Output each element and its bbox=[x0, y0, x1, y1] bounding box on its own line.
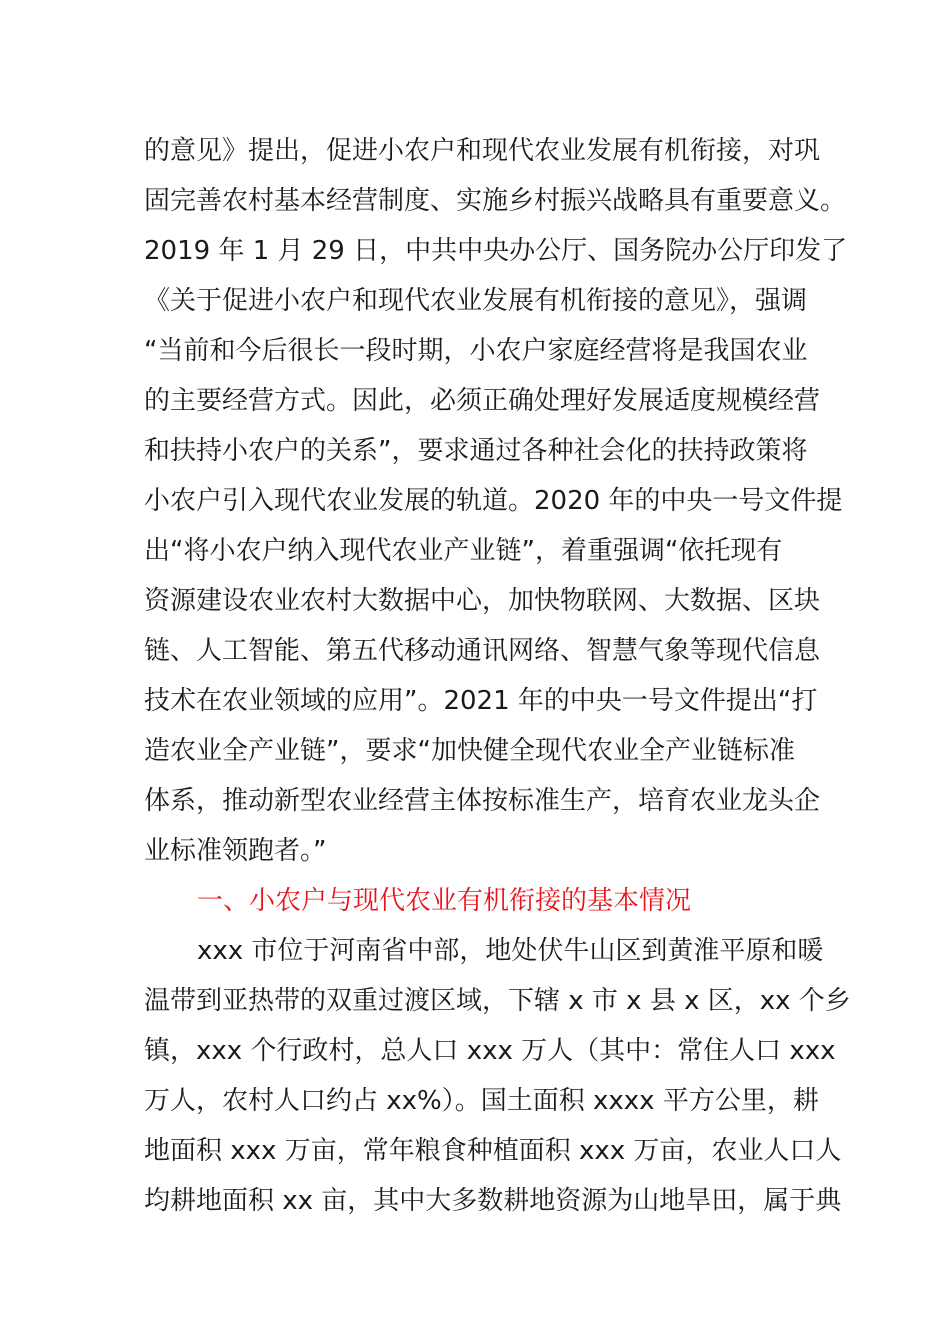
paragraph-line: 和扶持小农户的关系”，要求通过各种社会化的扶持政策将 bbox=[144, 436, 808, 466]
paragraph-line: 温带到亚热带的双重过渡区域，下辖 x 市 x 县 x 区，xx 个乡 bbox=[144, 986, 851, 1016]
paragraph-line: 资源建设农业农村大数据中心，加快物联网、大数据、区块 bbox=[144, 586, 821, 616]
section-heading: 一、小农户与现代农业有机衔接的基本情况 bbox=[197, 886, 692, 916]
paragraph-line: 造农业全产业链”，要求“加快健全现代农业全产业链标准 bbox=[144, 736, 795, 766]
paragraph-line: 体系，推动新型农业经营主体按标准生产，培育农业龙头企 bbox=[144, 786, 821, 816]
paragraph-line: 万人，农村人口约占 xx%）。国土面积 xxxx 平方公里，耕 bbox=[144, 1086, 819, 1116]
paragraph-city-overview bbox=[144, 926, 851, 1226]
paragraph-line: 小农户引入现代农业发展的轨道。2020 年的中央一号文件提 bbox=[144, 486, 843, 516]
document-body bbox=[144, 126, 851, 1226]
paragraph-line: 《关于促进小农户和现代农业发展有机衔接的意见》，强调 bbox=[144, 286, 808, 316]
paragraph-line: 均耕地面积 xx 亩，其中大多数耕地资源为山地旱田，属于典 bbox=[144, 1186, 842, 1216]
paragraph-line: 的意见》提出，促进小农户和现代农业发展有机衔接，对巩 bbox=[144, 136, 821, 166]
paragraph-line: 技术在农业领域的应用”。2021 年的中央一号文件提出“打 bbox=[144, 686, 818, 716]
paragraph-line: 地面积 xxx 万亩，常年粮食种植面积 xxx 万亩，农业人口人 bbox=[144, 1136, 842, 1166]
paragraph-line: 镇，xxx 个行政村，总人口 xxx 万人（其中：常住人口 xxx bbox=[144, 1036, 836, 1066]
paragraph-line: 出“将小农户纳入现代农业产业链”，着重强调“依托现有 bbox=[144, 536, 783, 566]
paragraph-policy-background bbox=[144, 126, 848, 876]
paragraph-line: “当前和今后很长一段时期，小农户家庭经营将是我国农业 bbox=[144, 336, 808, 366]
paragraph-line: 2019 年 1 月 29 日，中共中央办公厅、国务院办公厅印发了 bbox=[144, 236, 848, 266]
paragraph-line: 链、人工智能、第五代移动通讯网络、智慧气象等现代信息 bbox=[144, 636, 821, 666]
paragraph-line: 的主要经营方式。因此，必须正确处理好发展适度规模经营 bbox=[144, 386, 821, 416]
paragraph-line: xxx 市位于河南省中部，地处伏牛山区到黄淮平原和暖 bbox=[197, 936, 824, 966]
paragraph-line: 业标准领跑者。” bbox=[144, 836, 327, 866]
paragraph-line: 固完善农村基本经营制度、实施乡村振兴战略具有重要意义。 bbox=[144, 186, 847, 216]
